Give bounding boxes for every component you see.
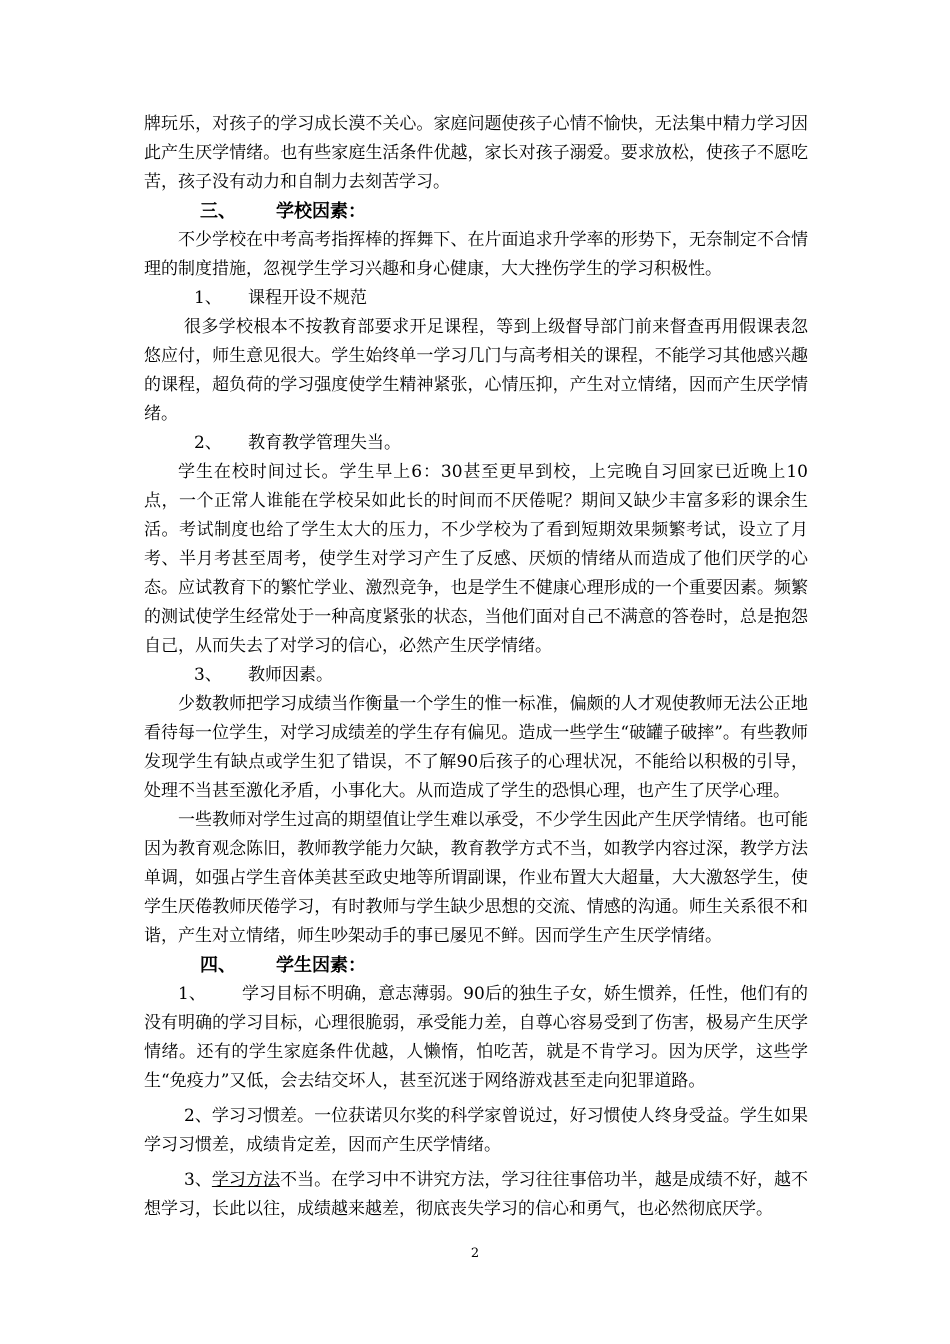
- paragraph: 不少学校在中考高考指挥棒的挥舞下、在片面追求升学率的形势下，无奈制定不合情理的制度措施，忽视学生学习兴趣和身心健康，大大挫伤学生的学习积极性。: [144, 230, 808, 279]
- page-number: 2: [470, 1246, 480, 1261]
- paragraph: 一些教师对学生过高的期望值让学生难以承受，不少学生因此产生厌学情绪。也可能因为教育观念陈旧，教师教学能力欠缺，教育教学方式不当，如教学内容过深，教学方法单调，如强占学生音体美甚至政史地等所谓副课，作业布置大大超量，大大激怒学生，使学生厌倦教师厌倦学习，有时教师与学生缺少思想的交流、情感的沟通。师生关系很不和谐，产生对立情绪，师生吵架动手的事已屡见不鲜。因而学生产生厌学情绪。: [144, 810, 808, 946]
- paragraph: 很多学校根本不按教育部要求开足课程，等到上级督导部门前来督查再用假课表忽悠应付，师生意见很大。学生始终单一学习几门与高考相关的课程，不能学习其他感兴趣的课程，超负荷的学习强度使学生精神紧张，心情压抑，产生对立情绪，因而产生厌学情绪。: [144, 317, 808, 424]
- item-title: 教师因素。: [248, 665, 333, 685]
- paragraph: [144, 1166, 808, 1224]
- subheading-management: [144, 429, 808, 458]
- document-body: [144, 110, 808, 1224]
- heading-title: 学校因素：: [276, 201, 366, 222]
- section-heading-school: [144, 197, 808, 226]
- heading-number: 四、: [200, 955, 236, 976]
- item-number: 1、: [178, 984, 206, 1004]
- paragraph: 2、学习习惯差。一位获诺贝尔奖的科学家曾说过，好习惯使人终身受益。学生如果学习习惯差，成绩肯定差，因而产生厌学情绪。: [144, 1106, 808, 1155]
- paragraph: [144, 980, 808, 1096]
- heading-title: 学生因素：: [276, 955, 366, 976]
- paragraph: 牌玩乐，对孩子的学习成长漠不关心。家庭问题使孩子心情不愉快，无法集中精力学习因此产生厌学情绪。也有些家庭生活条件优越，家长对孩子溺爱。要求放松，使孩子不愿吃苦，孩子没有动力和自制力去刻苦学习。: [144, 114, 808, 192]
- paragraph-text: 学习目标不明确，意志薄弱。90后的独生子女，娇生惯养，任性，他们有的没有明确的学习目标，心理很脆弱，承受能力差，自尊心容易受到了伤害，极易产生厌学情绪。还有的学生家庭条件优越，人懒惰，怕吃苦，就是不肯学习。因为厌学，这些学生“免疫力”又低，会去结交坏人，甚至沉迷于网络游戏甚至走向犯罪道路。: [144, 984, 808, 1091]
- paragraph: 学生在校时间过长。学生早上6：30甚至更早到校，上完晚自习回家已近晚上10点，一个正常人谁能在学校呆如此长的时间而不厌倦呢？期间又缺少丰富多彩的课余生活。考试制度也给了学生太大的压力，不少学校为了看到短期效果频繁考试，设立了月考、半月考甚至周考，使学生对学习产生了反感、厌烦的情绪从而造成了他们厌学的心态。应试教育下的繁忙学业、激烈竞争，也是学生不健康心理形成的一个重要因素。频繁的测试使学生经常处于一种高度紧张的状态，当他们面对自己不满意的答卷时，总是抱怨自己，从而失去了对学习的信心，必然产生厌学情绪。: [144, 462, 808, 656]
- subheading-course: [144, 284, 808, 313]
- item-number: 1、: [194, 288, 222, 308]
- paragraph: 少数教师把学习成绩当作衡量一个学生的惟一标准，偏颇的人才观使教师无法公正地看待每一位学生，对学习成绩差的学生存有偏见。造成一些学生“破罐子破摔”。有些教师发现学生有缺点或学生犯了错误，不了解90后孩子的心理状况，不能给以积极的引导，处理不当甚至激化矛盾，小事化大。从而造成了学生的恐惧心理，也产生了厌学心理。: [144, 694, 808, 801]
- item-number: 2、: [194, 433, 222, 453]
- item-title: 教育教学管理失当。: [248, 433, 401, 453]
- section-heading-student: [144, 951, 808, 980]
- subheading-teacher: [144, 661, 808, 690]
- paragraph-text: 不当。在学习中不讲究方法，学习往往事倍功半，越是成绩不好，越不想学习，长此以往，成绩越来越差，彻底丧失学习的信心和勇气，也必然彻底厌学。: [144, 1170, 809, 1219]
- heading-number: 三、: [200, 201, 236, 222]
- item-number: 3、: [194, 665, 222, 685]
- item-number: 3、: [184, 1170, 212, 1190]
- link-study-method[interactable]: 学习方法: [211, 1170, 281, 1190]
- item-title: 课程开设不规范: [248, 288, 367, 308]
